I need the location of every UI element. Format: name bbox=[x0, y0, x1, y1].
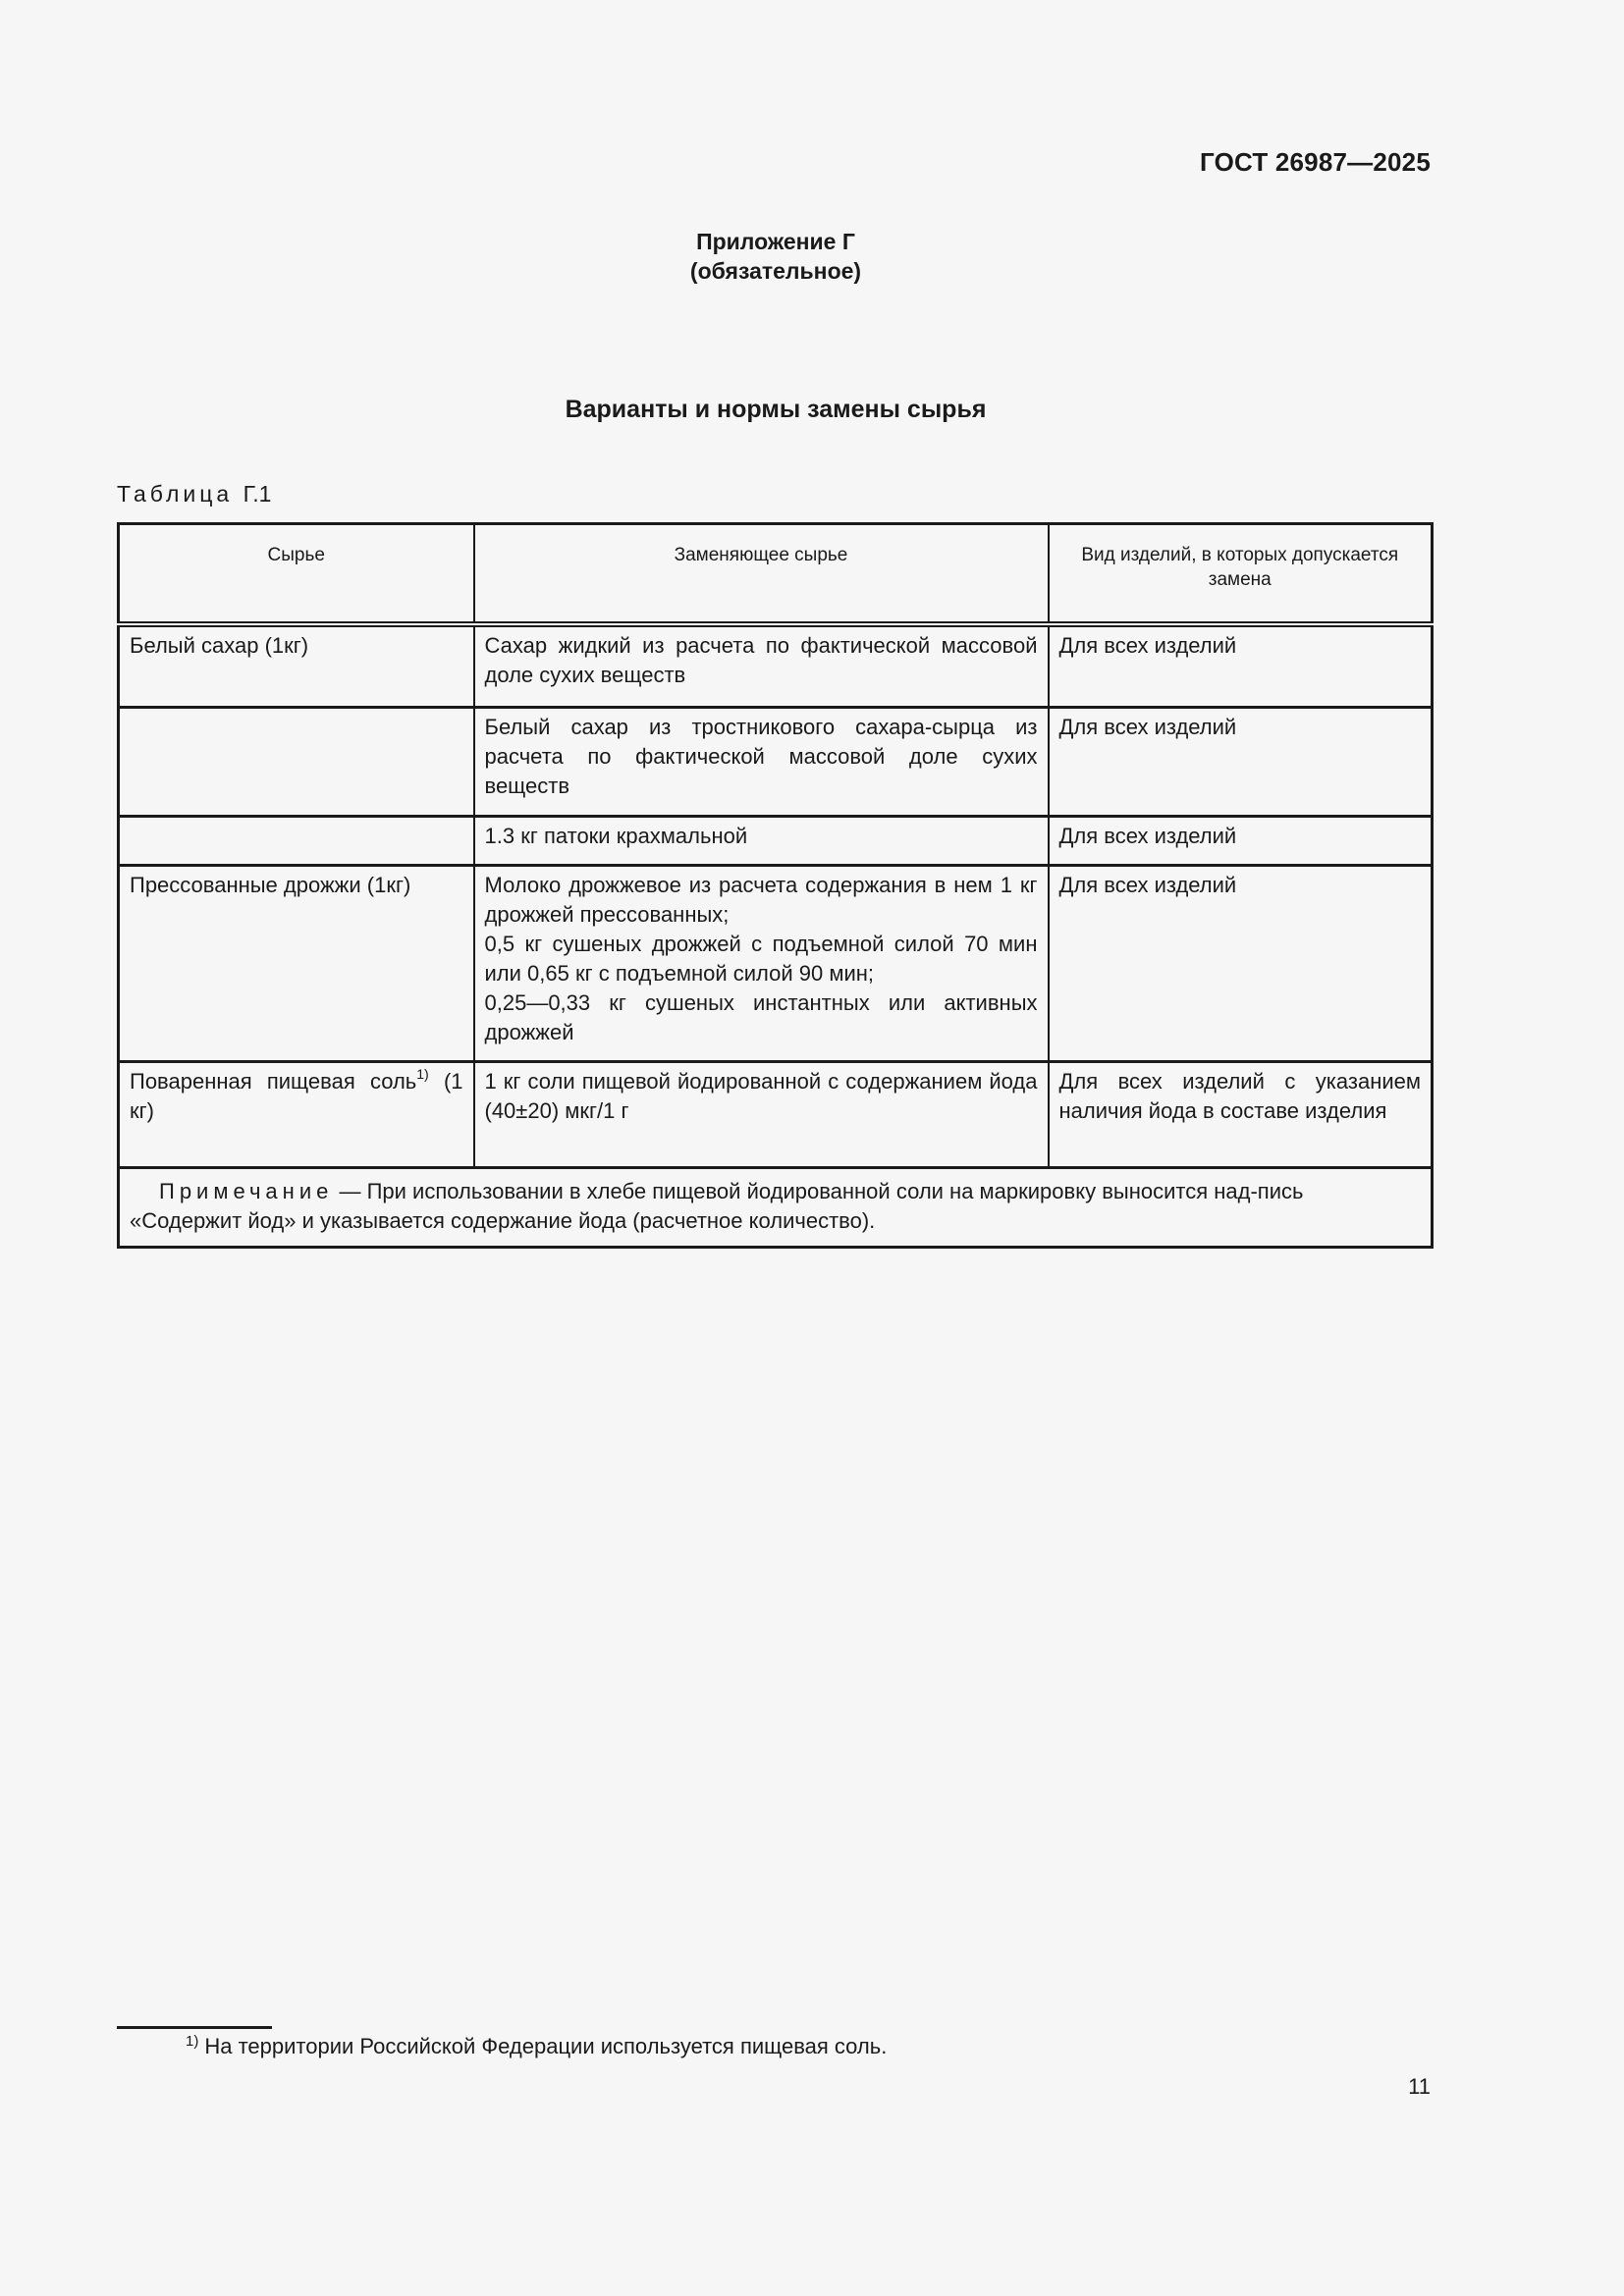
column-header-products: Вид изделий, в которых допускается замена bbox=[1049, 524, 1433, 625]
cell-raw: Белый сахар (1кг) bbox=[119, 624, 474, 707]
table-row bbox=[119, 624, 1433, 707]
note-text: — При использовании в хлебе пищевой йодированной соли на маркировку выносится над-пись «Содержит йод» и указывается содержание йода (расчетное количество). bbox=[130, 1178, 1304, 1233]
cell-substitute: Сахар жидкий из расчета по фактической массовой доле сухих веществ bbox=[474, 624, 1049, 707]
raw-quantity: (1 кг) bbox=[130, 1068, 463, 1123]
table-row bbox=[119, 707, 1433, 816]
cell-products: Для всех изделий bbox=[1049, 816, 1433, 865]
footnote-mark: 1) bbox=[186, 2033, 199, 2050]
substitution-table bbox=[117, 522, 1434, 1249]
cell-substitute bbox=[474, 865, 1049, 1061]
raw-name: Поваренная пищевая соль bbox=[130, 1068, 417, 1094]
note-label: Примечание bbox=[159, 1178, 334, 1203]
appendix-title: Приложение Г bbox=[696, 229, 855, 254]
footnote-reference[interactable]: 1) bbox=[416, 1065, 429, 1082]
table-caption-label: Таблица bbox=[117, 481, 234, 507]
column-header-raw: Сырье bbox=[119, 524, 474, 625]
table-row bbox=[119, 1061, 1433, 1167]
section-title: Варианты и нормы замены сырья bbox=[565, 396, 987, 423]
column-header-substitute: Заменяющее сырье bbox=[474, 524, 1049, 625]
table-caption bbox=[117, 481, 271, 507]
table-row bbox=[119, 865, 1433, 1061]
cell-substitute: Белый сахар из тростникового сахара-сырца из расчета по фактической массовой доле сухих веществ bbox=[474, 707, 1049, 816]
cell-substitute: 1 кг соли пищевой йодированной с содержанием йода (40±20) мкг/1 г bbox=[474, 1061, 1049, 1167]
cell-products: Для всех изделий bbox=[1049, 624, 1433, 707]
table-header-row bbox=[119, 524, 1433, 625]
cell-raw bbox=[119, 1061, 474, 1167]
footnote-divider bbox=[117, 2026, 272, 2029]
appendix-status: (обязательное) bbox=[689, 258, 862, 284]
substitute-option: 0,5 кг сушеных дрожжей с подъемной силой 70 мин или 0,65 кг с подъемной силой 90 мин; bbox=[484, 931, 1038, 986]
table-note bbox=[119, 1167, 1433, 1247]
cell-products: Для всех изделий bbox=[1049, 865, 1433, 1061]
cell-substitute: 1.3 кг патоки крахмальной bbox=[474, 816, 1049, 865]
substitute-option: Молоко дрожжевое из расчета содержания в нем 1 кг дрожжей прессованных; bbox=[484, 872, 1038, 927]
footnote bbox=[186, 2034, 887, 2059]
cell-products: Для всех изделий с указанием наличия йода в составе изделия bbox=[1049, 1061, 1433, 1167]
cell-raw bbox=[119, 707, 474, 816]
table-caption-number: Г.1 bbox=[243, 481, 272, 507]
table-row bbox=[119, 816, 1433, 865]
document-code: ГОСТ 26987—2025 bbox=[1200, 147, 1431, 177]
substitute-option: 0,25—0,33 кг сушеных инстантных или активных дрожжей bbox=[484, 989, 1038, 1044]
appendix-heading bbox=[0, 227, 1551, 286]
cell-raw: Прессованные дрожжи (1кг) bbox=[119, 865, 474, 1061]
page-number: 11 bbox=[1408, 2074, 1431, 2099]
cell-raw bbox=[119, 816, 474, 865]
cell-products: Для всех изделий bbox=[1049, 707, 1433, 816]
table-note-row bbox=[119, 1167, 1433, 1247]
footnote-text: На территории Российской Федерации используется пищевая соль. bbox=[204, 2034, 888, 2058]
